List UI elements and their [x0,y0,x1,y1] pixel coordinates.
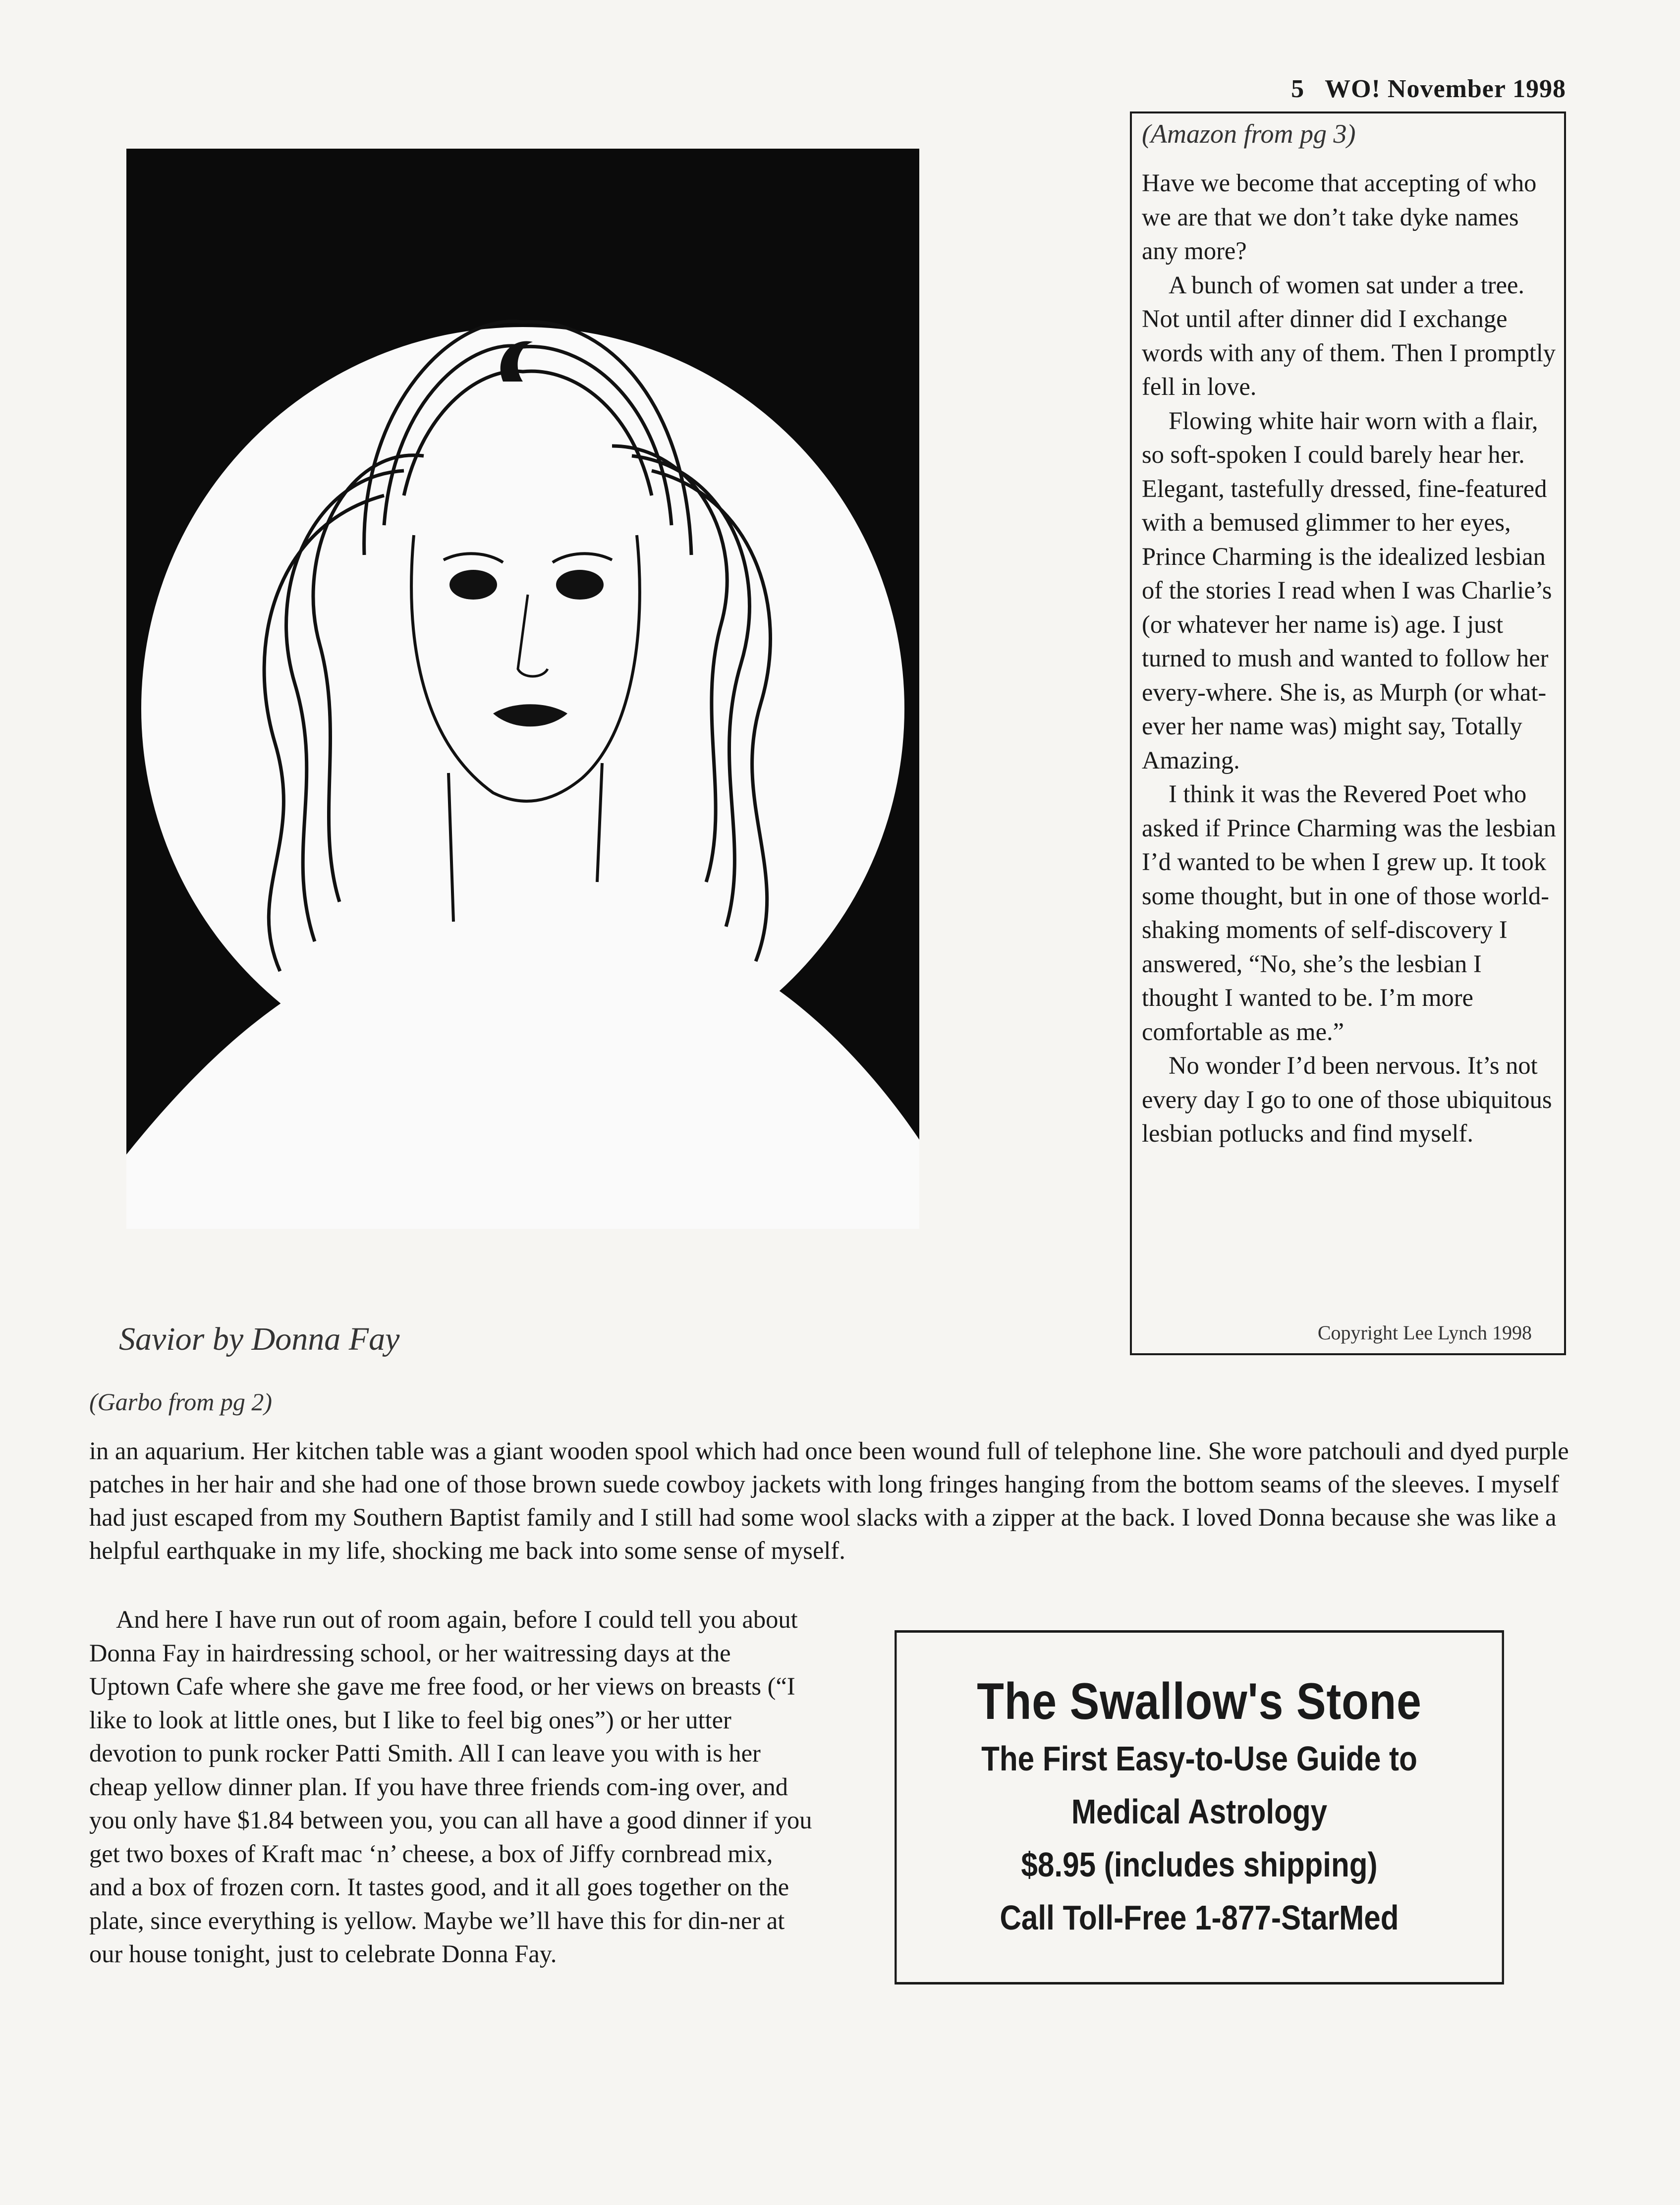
amazon-paragraph: No wonder I’d been nervous. It’s not every day I go to one of those ubiquitous lesbian potlucks and find myself. [1142,1051,1552,1147]
illustration-savior [126,149,919,1229]
amazon-column-box [1130,111,1566,1355]
amazon-paragraph: Have we become that accepting of who we are that we don’t take dyke names any more? [1142,169,1537,265]
amazon-paragraph: Flowing white hair worn with a flair, so soft-spoken I could barely hear her. Elegant, tastefully dressed, fine-featured with a bemused glimmer to her eyes, Prince Charming is the idealized lesbian of the stories I read when I was Charlie’s (or whatever her name is) age. I just turned to mush and wanted to follow her every-where. She is, as Murph (or what-ever her name was) might say, Totally Amazing. [1142,406,1552,774]
amazon-paragraph: I think it was the Revered Poet who asked if Prince Charming was the lesbian I’d wanted to be when I grew up. It took some thought, but in one of those world-shaking moments of self-discovery I answered, “No, she’s the lesbian I thought I wanted to be. I’m more comfortable as me.” [1142,780,1556,1046]
page-header [1291,74,1566,104]
copyright-line: Copyright Lee Lynch 1998 [1317,1322,1532,1344]
publication-title: WO! November 1998 [1325,75,1566,103]
page-number: 5 [1291,75,1305,103]
illustration-caption: Savior by Donna Fay [119,1321,400,1357]
ad-price: $8.95 (includes shipping) [1021,1845,1378,1884]
garbo-paragraph-column: And here I have run out of room again, before I could tell you about Donna Fay in hairdressing school, or her waitressing days at the Uptown Cafe where she gave me free food, or her views on breasts (“I like to look at little ones, but I like to feel big ones”) or her utter devotion to punk rocker Patti Smith. All I can leave you with is her cheap yellow dinner plan. If you have three friends com-ing over, and you only have $1.84 between you, you can all have a good dinner if you get two boxes of Kraft mac ‘n’ cheese, a box of Jiffy cornbread mix, and a box of frozen corn. It tastes good, and it all goes together on the plate, since everything is yellow. Maybe we’ll have this for din-ner at our house tonight, just to celebrate Donna Fay. [89,1605,812,1968]
ad-subtitle-line: Medical Astrology [1071,1792,1328,1831]
amazon-continued-label: (Amazon from pg 3) [1142,119,1356,149]
advertisement-box [895,1630,1504,1984]
ad-subtitle-line: The First Easy-to-Use Guide to [981,1739,1417,1778]
garbo-paragraph-full-width: in an aquarium. Her kitchen table was a giant wooden spool which had once been wound full of telephone line. She wore patchouli and dyed purple patches in her hair and she had one of those brown suede cowboy jackets with long fringes hanging from the bottom seams of the sleeves. I myself had just escaped from my Southern Baptist family and I still had some wool slacks with a zipper at the back. I loved Donna because she was like a helpful earthquake in my life, shocking me back into some sense of myself. [89,1437,1569,1564]
garbo-continued-label: (Garbo from pg 2) [89,1388,272,1416]
ad-title: The Swallow's Stone [977,1672,1422,1730]
ad-phone: Call Toll-Free 1-877-StarMed [1000,1898,1399,1937]
illustration-drawing [126,149,919,1229]
amazon-paragraph: A bunch of women sat under a tree. Not until after dinner did I exchange words with any of them. Then I promptly fell in love. [1142,271,1556,400]
